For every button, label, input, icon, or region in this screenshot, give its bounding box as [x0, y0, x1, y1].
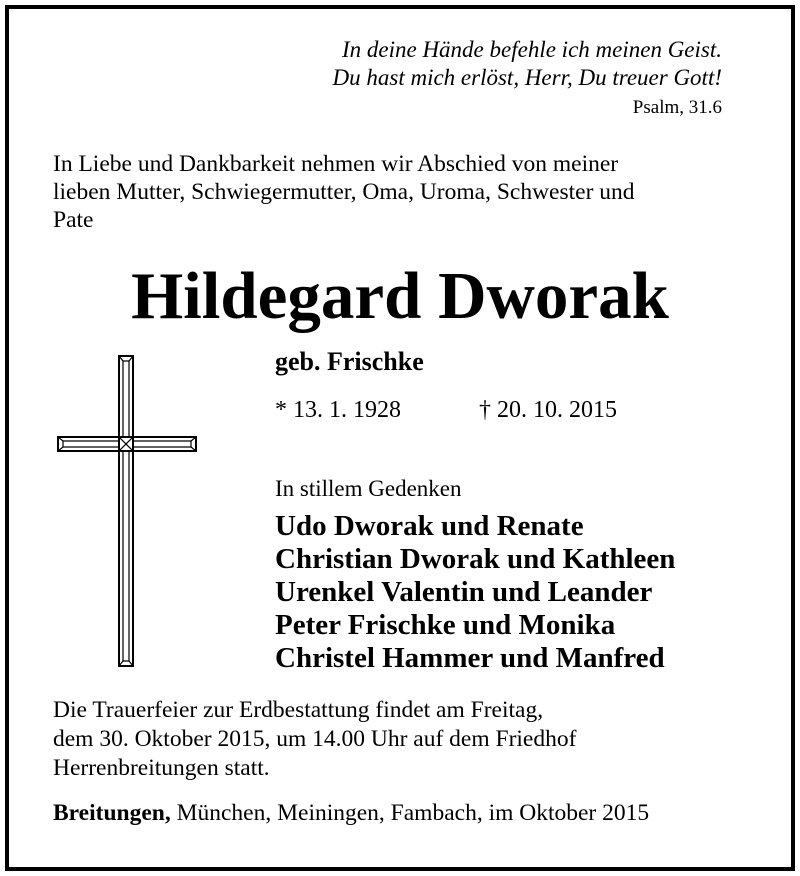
intro-line: Pate: [53, 207, 94, 233]
intro-line: In Liebe und Dankbarkeit nehmen wir Abschied von meiner: [53, 151, 619, 177]
bible-quote: [333, 36, 722, 92]
birth-date: * 13. 1. 1928: [275, 397, 401, 423]
latin-cross-icon: [57, 355, 199, 667]
mourners-list: [275, 510, 675, 675]
life-dates: [275, 395, 617, 425]
funeral-line: Die Trauerfeier zur Erdbestattung findet am Freitag,: [53, 697, 544, 723]
funeral-line: Herrenbreitungen statt.: [53, 755, 270, 781]
intro-text: [53, 150, 753, 234]
places-line: [53, 799, 649, 828]
remembrance-heading: In stillem Gedenken: [275, 476, 462, 501]
quote-reference: Psalm, 31.6: [632, 97, 722, 118]
intro-line: lieben Mutter, Schwiegermutter, Oma, Uroma, Schwester und: [53, 179, 635, 205]
deceased-name: Hildegard Dworak: [131, 259, 669, 333]
mourner-entry: Peter Frischke und Monika: [275, 609, 616, 641]
mourner-entry: Udo Dworak und Renate: [275, 510, 584, 542]
funeral-notice: [53, 696, 753, 783]
birth-name: geb. Frischke: [275, 347, 424, 376]
death-date: † 20. 10. 2015: [479, 397, 617, 423]
primary-place: Breitungen,: [53, 800, 171, 826]
other-places: München, Meiningen, Fambach, im Oktober 2015: [170, 800, 650, 826]
mourner-entry: Christel Hammer und Manfred: [275, 642, 665, 674]
quote-line: Du hast mich erlöst, Herr, Du treuer Gott!: [332, 65, 722, 90]
mourner-entry: Christian Dworak und Kathleen: [275, 543, 676, 575]
mourner-entry: Urenkel Valentin und Leander: [275, 576, 653, 608]
funeral-line: dem 30. Oktober 2015, um 14.00 Uhr auf dem Friedhof: [53, 726, 577, 752]
quote-line: In deine Hände befehle ich meinen Geist.: [341, 37, 722, 62]
